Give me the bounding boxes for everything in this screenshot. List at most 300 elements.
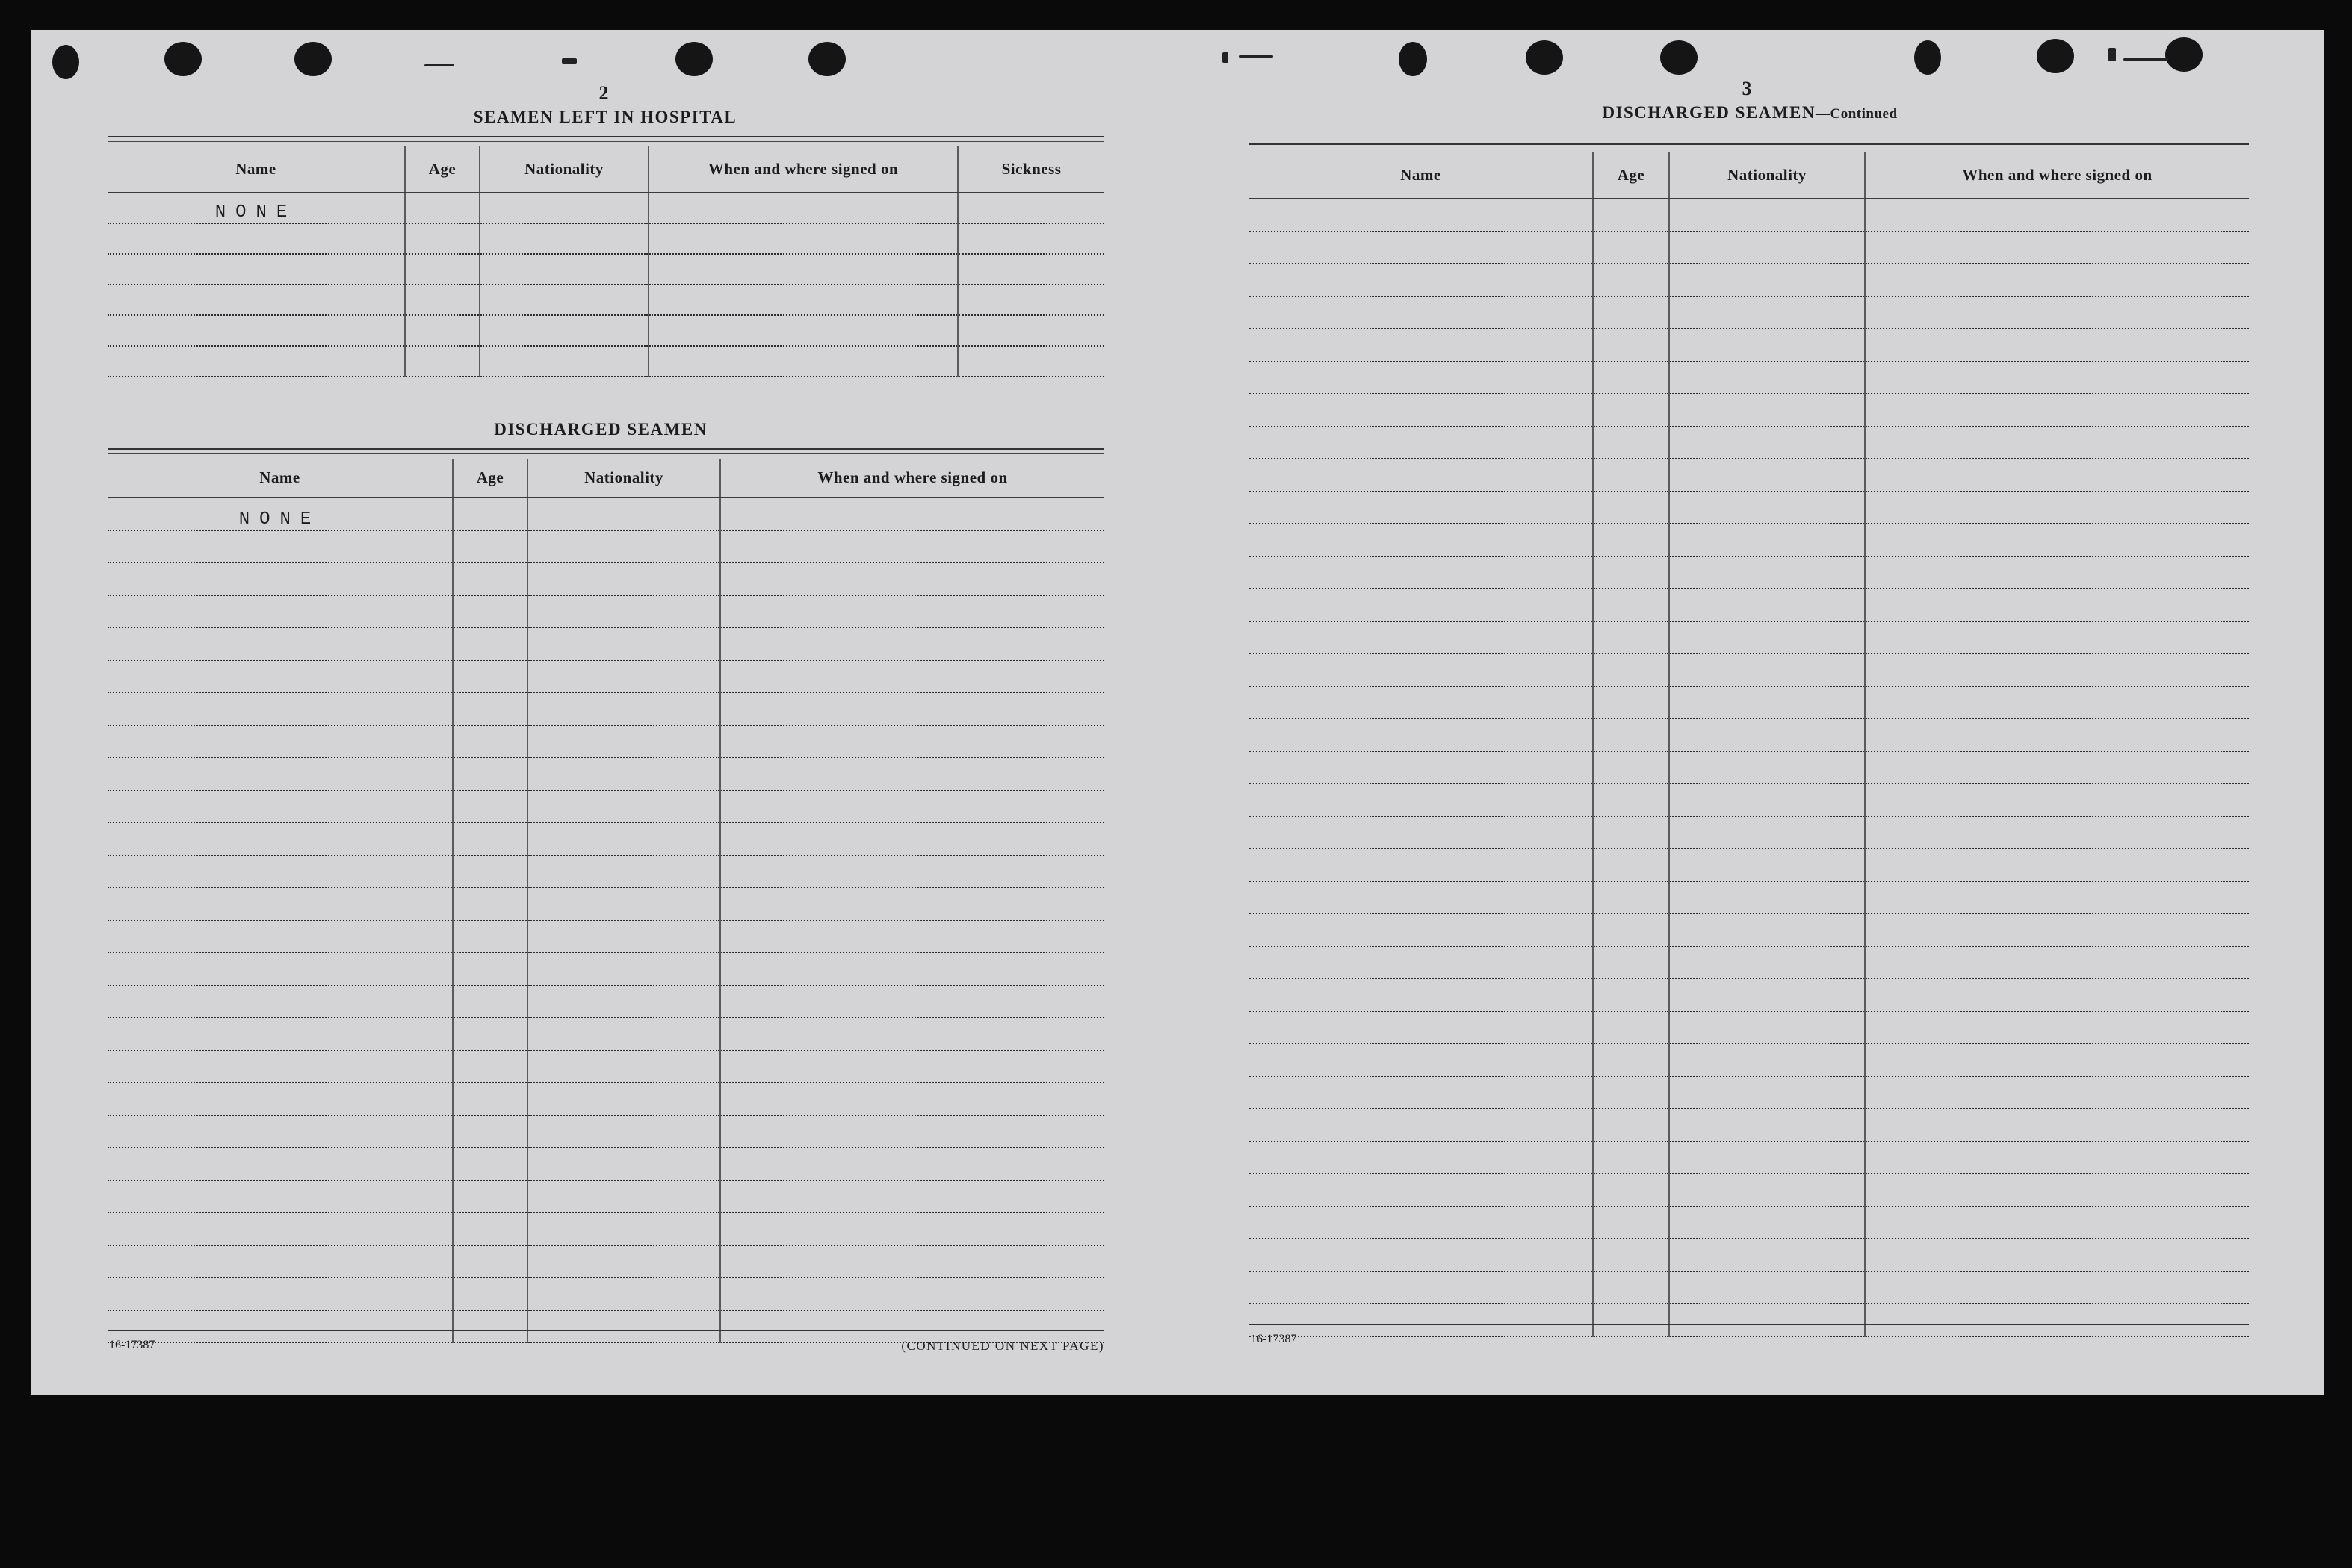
table-cell	[1669, 362, 1865, 394]
table-cell	[527, 1180, 720, 1213]
discharged-section-title: DISCHARGED SEAMEN	[494, 420, 708, 439]
table-cell	[958, 254, 1104, 285]
table-row	[1249, 1141, 2249, 1174]
table-cell	[720, 530, 1104, 563]
table-cell	[720, 985, 1104, 1018]
table-row	[108, 692, 1104, 725]
table-cell	[108, 1017, 453, 1050]
table-cell	[108, 223, 405, 254]
table-cell	[1865, 687, 2249, 719]
table-cell	[1593, 557, 1669, 589]
table-cell	[527, 1082, 720, 1115]
col-header-nationality: Nationality	[1669, 152, 1865, 199]
table-cell	[720, 692, 1104, 725]
table-cell	[1249, 264, 1593, 297]
punch-hole	[1914, 40, 1941, 75]
table-cell	[453, 498, 527, 530]
table-cell	[1865, 459, 2249, 492]
table-cell	[1669, 687, 1865, 719]
table-cell	[1249, 427, 1593, 459]
table-cell	[1669, 492, 1865, 524]
table-cell	[1865, 914, 2249, 946]
table-cell	[1865, 589, 2249, 622]
table-cell	[527, 952, 720, 985]
table-cell	[1865, 297, 2249, 329]
table-cell	[649, 193, 958, 223]
table-cell	[1593, 1109, 1669, 1141]
table-row	[1249, 232, 2249, 264]
table-cell	[1865, 654, 2249, 687]
table-cell	[958, 346, 1104, 376]
table-cell	[1593, 752, 1669, 784]
table-cell	[108, 1050, 453, 1083]
table-cell	[1669, 881, 1865, 914]
table-cell	[108, 822, 453, 855]
table-row	[1249, 1076, 2249, 1109]
table-cell	[453, 1310, 527, 1343]
continued-note: (CONTINUED ON NEXT PAGE)	[901, 1339, 1104, 1353]
table-row	[1249, 394, 2249, 427]
table-cell	[1593, 687, 1669, 719]
page-number-left: 2	[598, 82, 609, 104]
table-cell	[1669, 784, 1865, 816]
table-row	[108, 855, 1104, 888]
table-cell	[1249, 362, 1593, 394]
table-row	[108, 498, 1104, 530]
table-cell	[649, 285, 958, 315]
speck	[2108, 48, 2116, 61]
punch-hole	[1660, 40, 1698, 75]
table-cell	[1865, 719, 2249, 752]
table-cell	[1669, 719, 1865, 752]
table-cell	[720, 1310, 1104, 1343]
table-cell	[1249, 784, 1593, 816]
table-cell	[720, 498, 1104, 530]
table-cell	[1593, 232, 1669, 264]
table-cell	[1593, 1141, 1669, 1174]
table-cell	[1865, 752, 2249, 784]
table-cell	[453, 952, 527, 985]
table-cell	[1865, 264, 2249, 297]
table-cell	[720, 1017, 1104, 1050]
table-row	[1249, 427, 2249, 459]
table-cell	[1669, 557, 1865, 589]
table-cell	[453, 660, 527, 693]
table-cell	[1593, 1206, 1669, 1239]
table-cell	[1669, 1044, 1865, 1076]
discharged-title-rule	[108, 448, 1104, 454]
table-cell	[108, 1245, 453, 1278]
table-cell	[1865, 979, 2249, 1011]
table-cell	[453, 822, 527, 855]
table-cell	[453, 595, 527, 628]
punch-hole	[52, 45, 79, 79]
punch-hole	[164, 42, 202, 76]
hospital-table	[108, 146, 1104, 377]
table-cell	[527, 1277, 720, 1310]
table-cell	[1249, 1239, 1593, 1271]
table-cell	[1249, 654, 1593, 687]
table-cell	[1249, 394, 1593, 427]
speck	[424, 64, 454, 66]
speck	[1239, 55, 1273, 58]
table-cell	[1865, 1271, 2249, 1304]
table-cell	[1249, 199, 1593, 232]
table-cell	[1669, 459, 1865, 492]
table-cell	[1865, 784, 2249, 816]
punch-hole	[1526, 40, 1563, 75]
hospital-section-title: SEAMEN LEFT IN HOSPITAL	[473, 108, 737, 126]
table-cell	[1593, 524, 1669, 557]
table-cell	[527, 627, 720, 660]
table-cell	[1865, 524, 2249, 557]
table-cell	[1669, 264, 1865, 297]
table-cell	[1865, 622, 2249, 654]
table-cell	[1593, 394, 1669, 427]
table-cell	[1249, 946, 1593, 979]
table-cell	[453, 1147, 527, 1180]
table-cell	[453, 1082, 527, 1115]
table-cell	[453, 530, 527, 563]
table-cell	[720, 725, 1104, 758]
table-cell	[108, 985, 453, 1018]
table-row	[1249, 914, 2249, 946]
table-cell	[649, 254, 958, 285]
table-row	[1249, 946, 2249, 979]
table-row	[1249, 264, 2249, 297]
table-cell	[1593, 297, 1669, 329]
table-cell	[1669, 816, 1865, 849]
table-cell	[1249, 881, 1593, 914]
page-number-right: 3	[1742, 78, 1752, 99]
table-row	[108, 530, 1104, 563]
table-cell	[1593, 1271, 1669, 1304]
table-cell	[453, 855, 527, 888]
table-cell	[108, 627, 453, 660]
table-cell	[1249, 816, 1593, 849]
table-cell	[480, 254, 649, 285]
table-cell	[1593, 1044, 1669, 1076]
table-cell	[453, 563, 527, 595]
table-cell	[405, 346, 480, 376]
table-cell	[720, 757, 1104, 790]
table-row	[1249, 459, 2249, 492]
table-row	[1249, 329, 2249, 362]
table-cell	[1865, 1109, 2249, 1141]
table-cell	[1593, 492, 1669, 524]
table-cell	[527, 1245, 720, 1278]
table-cell	[1593, 329, 1669, 362]
table-cell	[527, 887, 720, 920]
table-cell	[108, 887, 453, 920]
table-cell	[527, 1310, 720, 1343]
table-cell	[958, 223, 1104, 254]
table-cell	[453, 627, 527, 660]
table-cell	[527, 1115, 720, 1148]
table-cell	[1669, 946, 1865, 979]
speck	[1222, 52, 1228, 63]
table-cell	[1593, 1174, 1669, 1206]
table-cell	[453, 1277, 527, 1310]
table-cell	[108, 920, 453, 953]
table-row	[108, 193, 1104, 223]
table-row	[1249, 979, 2249, 1011]
table-cell	[1593, 1011, 1669, 1044]
table-cell	[1865, 362, 2249, 394]
table-row	[108, 790, 1104, 823]
table-cell	[1865, 816, 2249, 849]
table-cell	[1865, 492, 2249, 524]
table-cell	[958, 285, 1104, 315]
table-row	[108, 1082, 1104, 1115]
table-cell	[720, 822, 1104, 855]
table-cell	[1669, 1206, 1865, 1239]
table-row	[1249, 784, 2249, 816]
table-cell	[527, 1017, 720, 1050]
table-row	[1249, 1271, 2249, 1304]
table-row	[108, 920, 1104, 953]
table-cell	[1249, 492, 1593, 524]
table-cell	[453, 985, 527, 1018]
punch-hole	[294, 42, 332, 76]
table-cell	[405, 315, 480, 346]
table-row	[108, 315, 1104, 346]
table-cell	[1249, 1076, 1593, 1109]
table-cell	[1593, 199, 1669, 232]
table-cell	[453, 887, 527, 920]
table-cell	[649, 346, 958, 376]
speck	[562, 58, 577, 64]
table-cell	[1249, 1109, 1593, 1141]
table-cell	[1593, 589, 1669, 622]
table-row	[1249, 654, 2249, 687]
table-cell	[1249, 1011, 1593, 1044]
table-cell	[405, 223, 480, 254]
col-header-signed-on: When and where signed on	[720, 459, 1104, 498]
table-cell	[453, 692, 527, 725]
table-cell	[1865, 427, 2249, 459]
table-cell	[1865, 881, 2249, 914]
col-header-signed-on: When and where signed on	[649, 146, 958, 193]
col-header-sickness: Sickness	[958, 146, 1104, 193]
table-row	[1249, 1011, 2249, 1044]
table-cell	[108, 315, 405, 346]
continued-discharged-table	[1249, 152, 2249, 1337]
table-row	[108, 985, 1104, 1018]
table-cell	[405, 285, 480, 315]
table-cell	[1249, 622, 1593, 654]
table-cell	[527, 725, 720, 758]
table-cell	[527, 595, 720, 628]
section-title-main: DISCHARGED SEAMEN	[1602, 103, 1816, 122]
table-cell	[1593, 362, 1669, 394]
table-cell	[527, 530, 720, 563]
table-cell	[1593, 427, 1669, 459]
table-cell	[1865, 1206, 2249, 1239]
table-cell	[108, 1147, 453, 1180]
table-cell	[720, 1212, 1104, 1245]
table-row	[1249, 622, 2249, 654]
table-cell	[453, 725, 527, 758]
table-cell	[958, 193, 1104, 223]
table-cell	[1865, 1011, 2249, 1044]
col-header-nationality: Nationality	[527, 459, 720, 498]
table-cell	[1669, 1304, 1865, 1336]
table-cell	[1249, 459, 1593, 492]
table-cell	[1865, 1174, 2249, 1206]
table-cell	[1249, 524, 1593, 557]
table-cell	[1249, 1044, 1593, 1076]
table-cell	[1249, 914, 1593, 946]
table-row	[1249, 589, 2249, 622]
table-cell	[1669, 979, 1865, 1011]
punch-hole	[808, 42, 846, 76]
table-cell	[405, 254, 480, 285]
table-cell	[1593, 784, 1669, 816]
table-cell	[480, 223, 649, 254]
table-row	[1249, 1304, 2249, 1336]
table-cell	[108, 952, 453, 985]
section-title-suffix: —Continued	[1816, 106, 1898, 122]
table-cell	[527, 1147, 720, 1180]
table-cell	[1865, 394, 2249, 427]
punch-hole	[675, 42, 713, 76]
table-cell	[108, 1180, 453, 1213]
table-cell	[1593, 654, 1669, 687]
table-cell	[453, 1017, 527, 1050]
table-cell	[720, 1245, 1104, 1278]
right-title-rule	[1249, 143, 2249, 149]
table-row	[1249, 752, 2249, 784]
table-cell	[1249, 849, 1593, 881]
table-row	[108, 1050, 1104, 1083]
table-row	[1249, 849, 2249, 881]
table-cell	[108, 285, 405, 315]
table-cell	[108, 790, 453, 823]
left-page-bottom-rule	[108, 1330, 1104, 1331]
table-row	[108, 1245, 1104, 1278]
table-cell	[1669, 752, 1865, 784]
form-number-left: 16-17387	[109, 1339, 155, 1351]
table-cell	[720, 1115, 1104, 1148]
table-cell	[453, 790, 527, 823]
table-cell	[1249, 719, 1593, 752]
table-cell	[108, 855, 453, 888]
table-cell	[1593, 914, 1669, 946]
table-cell	[1669, 329, 1865, 362]
table-row	[108, 1115, 1104, 1148]
table-cell	[1593, 881, 1669, 914]
table-cell	[1669, 394, 1865, 427]
table-cell	[108, 563, 453, 595]
entry-cell: NONE	[108, 498, 453, 530]
table-cell	[720, 1180, 1104, 1213]
table-cell	[108, 1212, 453, 1245]
table-cell	[1669, 1011, 1865, 1044]
table-cell	[1865, 329, 2249, 362]
table-row	[1249, 492, 2249, 524]
table-cell	[480, 285, 649, 315]
table-cell	[527, 790, 720, 823]
col-header-age: Age	[405, 146, 480, 193]
table-cell	[527, 660, 720, 693]
table-row	[108, 822, 1104, 855]
table-cell	[527, 1212, 720, 1245]
table-row	[108, 563, 1104, 595]
table-row	[108, 725, 1104, 758]
table-row	[108, 223, 1104, 254]
entry-cell: NONE	[108, 193, 405, 223]
table-cell	[720, 855, 1104, 888]
table-cell	[1669, 914, 1865, 946]
table-cell	[1669, 427, 1865, 459]
table-cell	[720, 790, 1104, 823]
table-cell	[1249, 589, 1593, 622]
table-cell	[1249, 1206, 1593, 1239]
table-cell	[720, 952, 1104, 985]
form-number-right: 16-17387	[1251, 1333, 1297, 1345]
col-header-nationality: Nationality	[480, 146, 649, 193]
table-cell	[1593, 459, 1669, 492]
table-cell	[453, 1115, 527, 1148]
table-cell	[108, 1310, 453, 1343]
table-cell	[108, 660, 453, 693]
continued-section-title	[1602, 103, 1897, 123]
table-row	[1249, 1206, 2249, 1239]
table-row	[108, 346, 1104, 376]
table-cell	[1865, 557, 2249, 589]
table-cell	[720, 1277, 1104, 1310]
col-header-age: Age	[453, 459, 527, 498]
speck	[2123, 58, 2168, 61]
table-row	[1249, 1174, 2249, 1206]
table-cell	[1669, 1271, 1865, 1304]
table-cell	[1865, 946, 2249, 979]
table-cell	[1669, 199, 1865, 232]
table-cell	[1249, 557, 1593, 589]
table-cell	[1249, 1141, 1593, 1174]
table-cell	[108, 1277, 453, 1310]
table-cell	[453, 1212, 527, 1245]
table-row	[1249, 362, 2249, 394]
table-cell	[108, 530, 453, 563]
table-cell	[1669, 1109, 1865, 1141]
punch-hole	[2037, 39, 2074, 73]
punch-hole	[1399, 42, 1427, 76]
table-cell	[108, 757, 453, 790]
table-row	[108, 1277, 1104, 1310]
table-row	[108, 1212, 1104, 1245]
col-header-name: Name	[108, 459, 453, 498]
table-cell	[1669, 849, 1865, 881]
col-header-name: Name	[108, 146, 405, 193]
table-cell	[108, 254, 405, 285]
table-cell	[1249, 1304, 1593, 1336]
table-cell	[1249, 232, 1593, 264]
table-cell	[453, 920, 527, 953]
punch-hole	[2165, 37, 2203, 72]
table-cell	[1249, 1174, 1593, 1206]
table-cell	[1593, 264, 1669, 297]
hospital-title-rule	[108, 136, 1104, 142]
table-cell	[1593, 622, 1669, 654]
table-cell	[527, 757, 720, 790]
table-cell	[453, 757, 527, 790]
table-cell	[453, 1180, 527, 1213]
table-cell	[405, 193, 480, 223]
table-cell	[108, 725, 453, 758]
table-row	[108, 660, 1104, 693]
